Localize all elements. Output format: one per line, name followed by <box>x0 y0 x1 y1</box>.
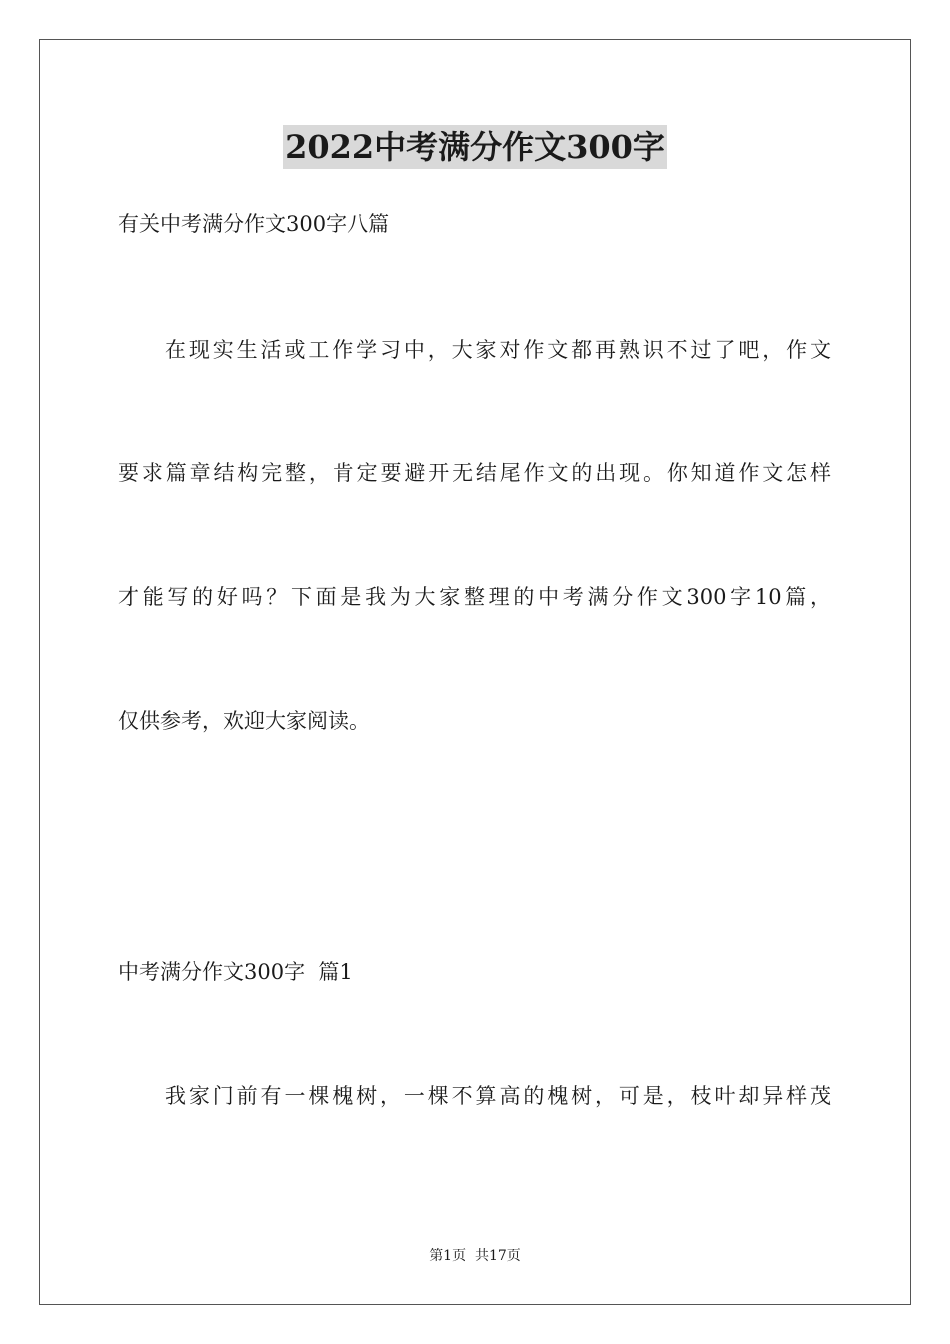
section-heading: 中考满分作文300字 篇1 <box>118 960 353 984</box>
intro-line: 才能写的好吗？下面是我为大家整理的中考满分作文300字10篇， <box>118 585 831 609</box>
title-container <box>0 125 950 169</box>
intro-line: 在现实生活或工作学习中，大家对作文都再熟识不过了吧，作文 <box>165 338 831 362</box>
intro-line: 仅供参考，欢迎大家阅读。 <box>118 709 370 733</box>
section-line: 我家门前有一棵槐树，一棵不算高的槐树，可是，枝叶却异样茂 <box>165 1084 831 1108</box>
document-title: 2022中考满分作文300字 <box>283 125 667 169</box>
intro-line: 要求篇章结构完整，肯定要避开无结尾作文的出现。你知道作文怎样 <box>118 461 831 485</box>
page-number: 第1页 共17页 <box>429 1248 521 1264</box>
document-subtitle: 有关中考满分作文300字八篇 <box>118 212 390 236</box>
